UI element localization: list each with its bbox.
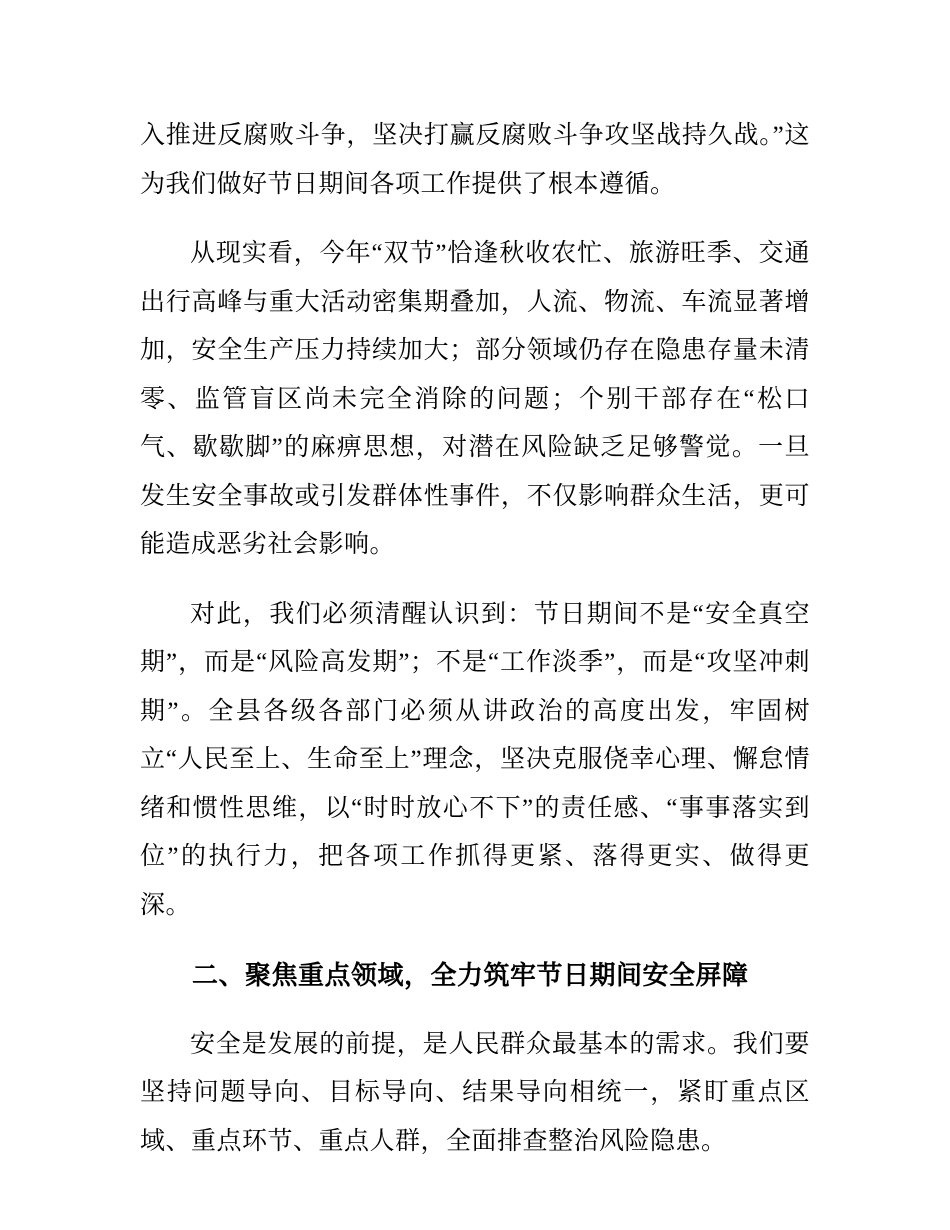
section-heading: 二、聚焦重点领域，全力筑牢节日期间安全屏障 — [192, 960, 749, 990]
document-content — [140, 112, 810, 1166]
body-paragraph: 入推进反腐败斗争，坚决打赢反腐败斗争攻坚战持久战。”这为我们做好节日期间各项工作提供了根本遵循。 — [140, 122, 810, 198]
body-paragraph: 从现实看，今年“双节”恰逢秋收农忙、旅游旺季、交通出行高峰与重大活动密集期叠加，人流、物流、车流显著增加，安全生产压力持续加大；部分领域仍存在隐患存量未清零、监管盲区尚未完全消除的问题；个别干部存在“松口气、歇歇脚”的麻痹思想，对潜在风险缺乏足够警觉。一旦发生安全事故或引发群体性事件，不仅影响群众生活，更可能造成恶劣社会影响。 — [140, 240, 810, 558]
body-paragraph: 安全是发展的前提，是人民群众最基本的需求。我们要坚持问题导向、目标导向、结果导向相统一，紧盯重点区域、重点环节、重点人群，全面排查整治风险隐患。 — [140, 1030, 810, 1155]
body-paragraph: 对此，我们必须清醒认识到：节日期间不是“安全真空期”，而是“风险高发期”；不是“工作淡季”，而是“攻坚冲刺期”。全县各级各部门必须从讲政治的高度出发，牢固树立“人民至上、生命至上”理念，坚决克服侥幸心理、懈怠情绪和惯性思维，以“时时放心不下”的责任感、“事事落实到位”的执行力，把各项工作抓得更紧、落得更实、做得更深。 — [140, 600, 810, 919]
